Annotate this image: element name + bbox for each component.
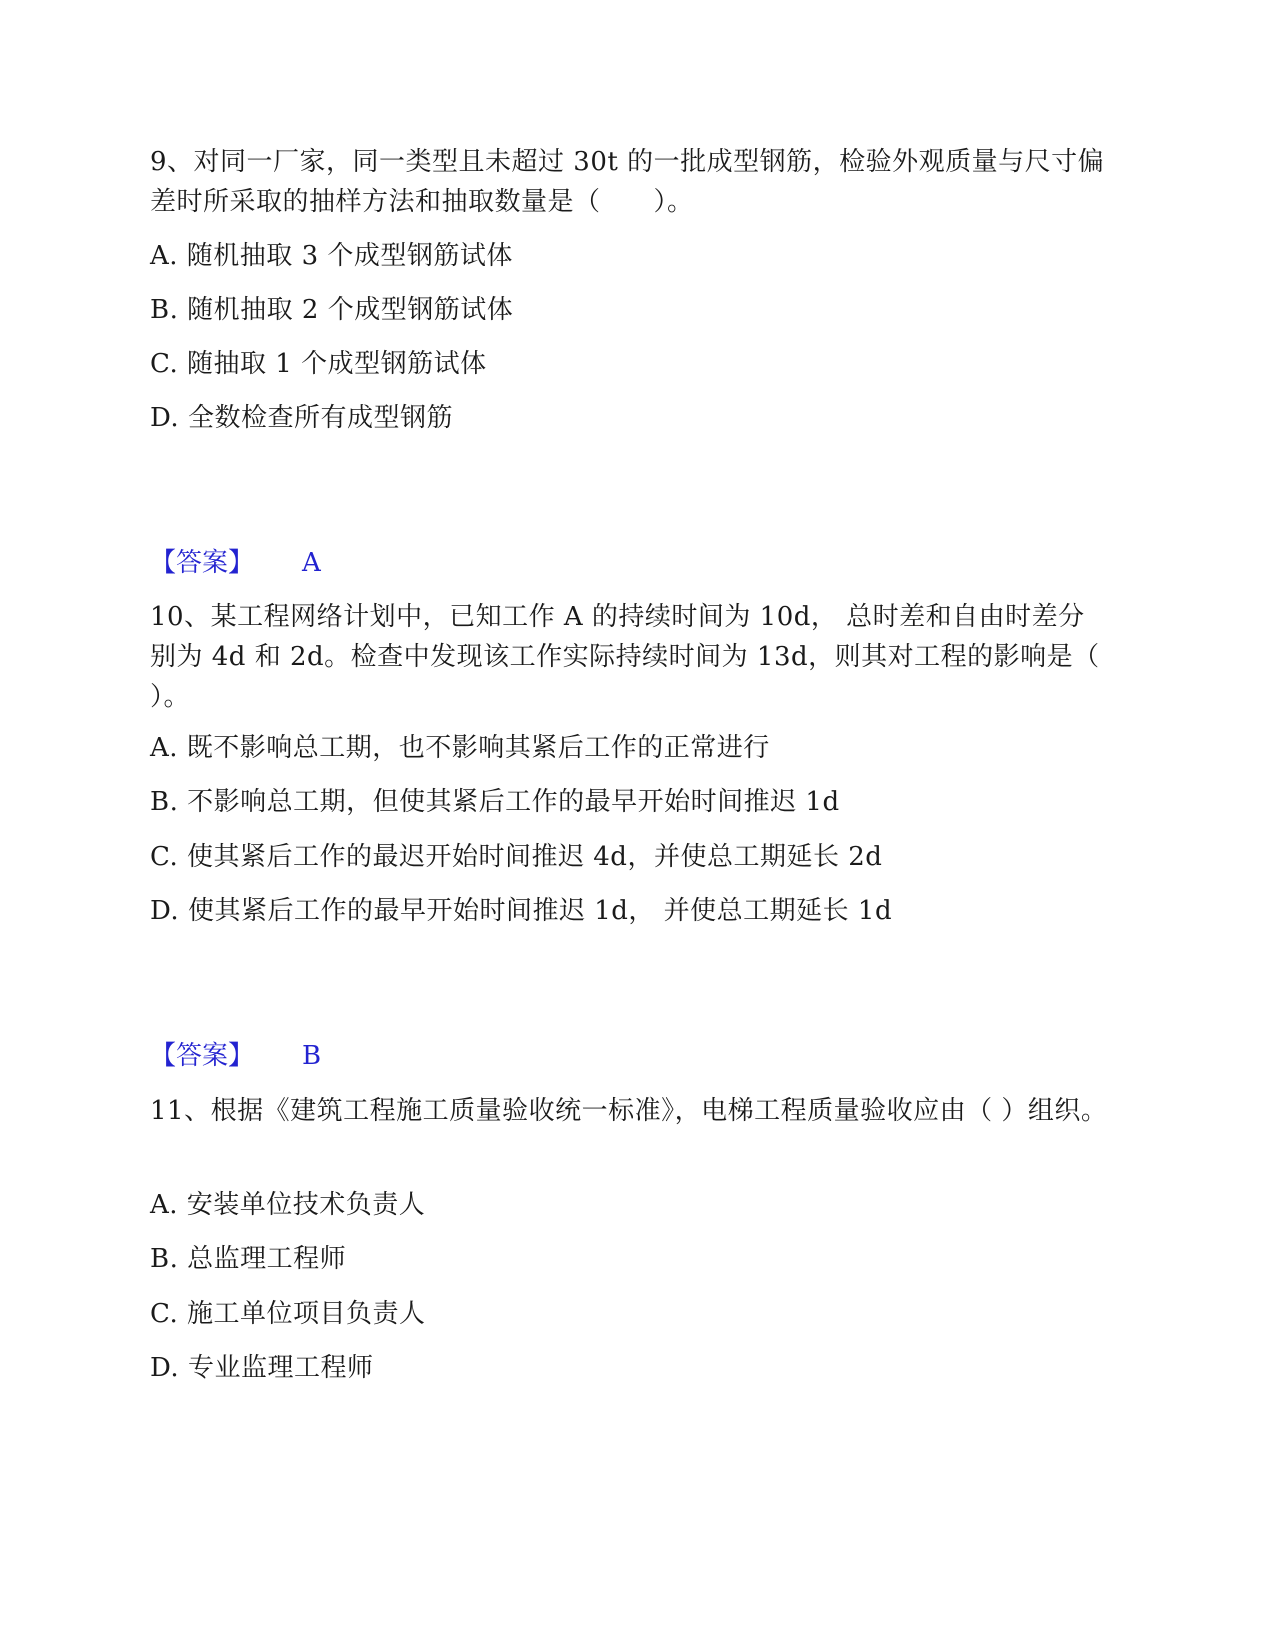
question-9-option-b: B. 随机抽取 2 个成型钢筋试体: [150, 295, 514, 325]
answer-label: 【答案】: [150, 548, 255, 578]
question-9-stem: 9、对同一厂家，同一类型且未超过 30t 的一批成型钢筋，检验外观质量与尺寸偏差时所采取的抽样方法和抽取数量是（ ）。: [150, 147, 1105, 217]
question-9-option-a: A. 随机抽取 3 个成型钢筋试体: [150, 241, 513, 271]
answer-10: [150, 1036, 321, 1076]
question-11-option-d: D. 专业监理工程师: [150, 1353, 374, 1383]
question-10-option-a: A. 既不影响总工期，也不影响其紧后工作的正常进行: [150, 733, 770, 763]
question-11-option-c: C. 施工单位项目负责人: [150, 1299, 426, 1329]
question-11-stem: 11、根据《建筑工程施工质量验收统一标准》，电梯工程质量验收应由（ ）组织。: [150, 1096, 1108, 1126]
answer-9: [150, 543, 321, 583]
answer-value: A: [302, 548, 321, 578]
answer-value: B: [302, 1041, 322, 1071]
answer-label: 【答案】: [150, 1041, 255, 1071]
question-10-option-d: D. 使其紧后工作的最早开始时间推迟 1d， 并使总工期延长 1d: [150, 896, 893, 926]
question-11-option-b: B. 总监理工程师: [150, 1244, 347, 1274]
question-10-option-b: B. 不影响总工期，但使其紧后工作的最早开始时间推迟 1d: [150, 787, 840, 817]
question-10-option-c: C. 使其紧后工作的最迟开始时间推迟 4d，并使总工期延长 2d: [150, 842, 883, 872]
question-9-option-d: D. 全数检查所有成型钢筋: [150, 403, 453, 433]
question-10-stem: 10、某工程网络计划中，已知工作 A 的持续时间为 10d， 总时差和自由时差分别为 4d 和 2d。检查中发现该工作实际持续时间为 13d，则其对工程的影响是（ ）。: [150, 602, 1100, 712]
question-9-option-c: C. 随抽取 1 个成型钢筋试体: [150, 349, 487, 379]
question-11-option-a: A. 安装单位技术负责人: [150, 1190, 426, 1220]
